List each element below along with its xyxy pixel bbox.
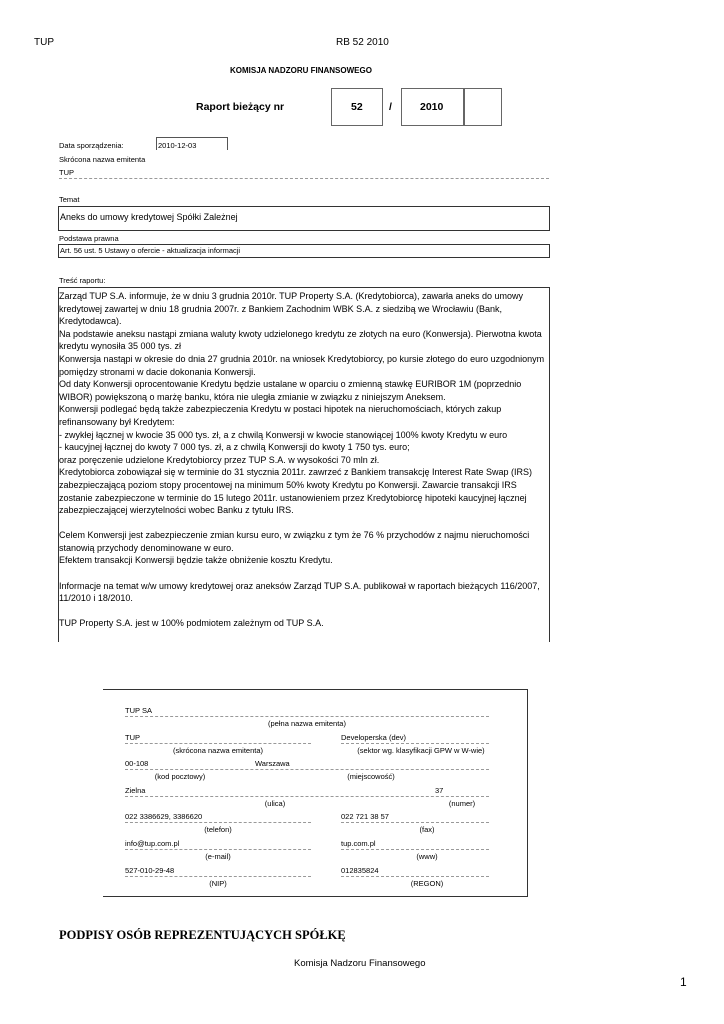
divider [59,178,549,179]
content-spacer [59,567,549,580]
issuer-email: info@tup.com.pl [125,839,180,848]
report-label: Raport bieżący nr [196,101,285,113]
report-number: 52 [351,101,363,113]
divider [125,796,489,797]
issuer-full-name-label: (pełna nazwa emitenta) [268,719,346,728]
issuer-street-label: (ulica) [264,799,286,808]
report-separator: / [389,101,392,113]
divider [125,769,489,770]
page-number: 1 [680,975,687,989]
issuer-regon: 012835824 [341,866,379,875]
header-left: TUP [34,37,54,48]
content-paragraph: Od daty Konwersji oprocentowanie Kredytu będzie ustalane w oparciu o zmienną stawkę EURIBOR 1M (poprzednio WIBOR) powiększoną o marżę banku, która nie uległa zmianie w związku z niniejszym Aneksem. [59,379,522,402]
content-paragraph: Informacje na temat w/w umowy kredytowej oraz aneksów Zarząd TUP S.A. publikował w raportach bieżących 116/2007, 11/2010 i 18/2010. [59,580,540,604]
issuer-www: tup.com.pl [341,839,376,848]
issuer-postal-code: 00-108 [125,759,149,768]
issuer-regon-label: (REGON) [410,879,444,888]
short-name-label: Skrócona nazwa emitenta [59,155,146,164]
divider [125,822,311,823]
subject-value: Aneks do umowy kredytowej Spółki Zależnej [60,212,238,222]
issuer-city-label: (miejscowość) [347,772,395,781]
issuer-short-name: TUP [125,733,140,742]
issuer-fax: 022 721 38 57 [341,812,389,821]
issuer-phone: 022 3386629, 3386620 [125,812,203,821]
divider [125,876,311,877]
legal-label: Podstawa prawna [59,234,119,243]
content-paragraph: oraz poręczenie udzielone Kredytobiorcy przez TUP S.A. w wysokości 70 mln zł. [59,454,380,465]
issuer-number: 37 [435,786,444,795]
divider [125,716,489,717]
legal-value: Art. 56 ust. 5 Ustawy o ofercie - aktualizacja informacji [60,246,241,255]
issuer-street: Zielna [125,786,146,795]
content-paragraph: Kredytobiorca zobowiązał się w terminie do 31 stycznia 2011r. zawrzeć z Bankiem transakcję Interest Rate Swap (IRS) zabezpieczającą poziom stopy procentowej na minimum 50% kwoty Kredytu po Konwersji. Zawarcie transakcji IRS zostanie zabezpieczone w terminie do 15 lutego 2011r. ustanowieniem przez Kredytobiorcę hipoteki kaucyjnej łącznej zabezpieczającej wierzytelności wobec Banku z tytułu IRS. [59,467,533,516]
report-extra-box [463,88,502,126]
content-paragraph: - zwykłej łącznej w kwocie 35 000 tys. zł, a z chwilą Konwersji w kwocie stanowiącej 100% kwoty Kredytu w euro [59,429,508,440]
issuer-full-name: TUP SA [125,706,152,715]
content-paragraph: Zarząd TUP S.A. informuje, że w dniu 3 grudnia 2010r. TUP Property S.A. (Kredytobiorca), zawarła aneks do umowy kredytowej zawartej w dniu 18 grudnia 2007r. z Bankiem Zachodnim WBK S.A. z siedzibą we Wrocławiu (Bank, Kredytodawca). [59,291,524,327]
issuer-nip: 527-010-29-48 [125,866,175,875]
divider [341,876,489,877]
divider [125,743,311,744]
content-paragraph: Celem Konwersji jest zabezpieczenie zmian kursu euro, w związku z tym że 76 % przychodów z najmu nieruchomości stanowią przychody denominowane w euro. [59,530,530,553]
date-label: Data sporządzenia: [59,141,124,150]
content-paragraph: - kaucyjnej łącznej do kwoty 7 000 tys. zł, a z chwilą Konwersji do kwoty 1 750 tys. euro; [59,442,410,453]
issuer-short-name-label: (skrócona nazwa emitenta) [172,746,264,755]
issuer-fax-label: (fax) [419,825,435,834]
issuer-www-label: (www) [416,852,438,861]
issuer-sector-label: (sektor wg. klasyfikacji GPW w W-wie) [357,746,485,755]
issuer-sector: Developerska (dev) [341,733,407,742]
content-spacer [59,517,549,530]
header-center: RB 52 2010 [336,37,389,48]
signatures-title: PODPISY OSÓB REPREZENTUJĄCYCH SPÓŁKĘ [59,928,346,942]
content-paragraph: Konwersja nastąpi w okresie do dnia 27 grudnia 2010r. na wniosek Kredytobiorcy, po kursie złotego do euro uzgodnionym pomiędzy stronami w dacie dokonania Konwersji. [59,353,545,377]
issuer-nip-label: (NIP) [209,879,227,888]
divider [341,849,489,850]
footer-center: Komisja Nadzoru Finansowego [294,958,426,969]
content-paragraph: Konwersji podlegać będą także zabezpieczenia Kredytu w postaci hipotek na nieruchomościach, których zakup refinansowany był Kredytem: [59,404,502,427]
content-paragraph: TUP Property S.A. jest w 100% podmiotem zależnym od TUP S.A. [59,618,324,629]
divider [341,822,489,823]
issuer-email-label: (e-mail) [205,852,231,861]
content-label: Treść raportu: [59,276,106,285]
date-value: 2010-12-03 [158,141,197,150]
issuer-postal-code-label: (kod pocztowy) [154,772,206,781]
report-content [59,290,549,630]
content-paragraph: Efektem transakcji Konwersji będzie także obniżenie kosztu Kredytu. [59,555,333,566]
issuer-phone-label: (telefon) [204,825,232,834]
content-paragraph: Na podstawie aneksu nastąpi zmiana waluty kwoty udzielonego kredytu ze złotych na euro (Konwersja). Pierwotna kwota kredytu wynosiła 35 000 tys. zł [59,328,542,352]
content-spacer [59,605,549,618]
subject-label: Temat [59,195,80,204]
commission-title: KOMISJA NADZORU FINANSOWEGO [230,66,372,75]
short-name-value: TUP [59,168,74,177]
issuer-city: Warszawa [255,759,290,768]
issuer-number-label: (numer) [448,799,476,808]
divider [125,849,311,850]
divider [341,743,489,744]
report-year: 2010 [420,101,444,113]
